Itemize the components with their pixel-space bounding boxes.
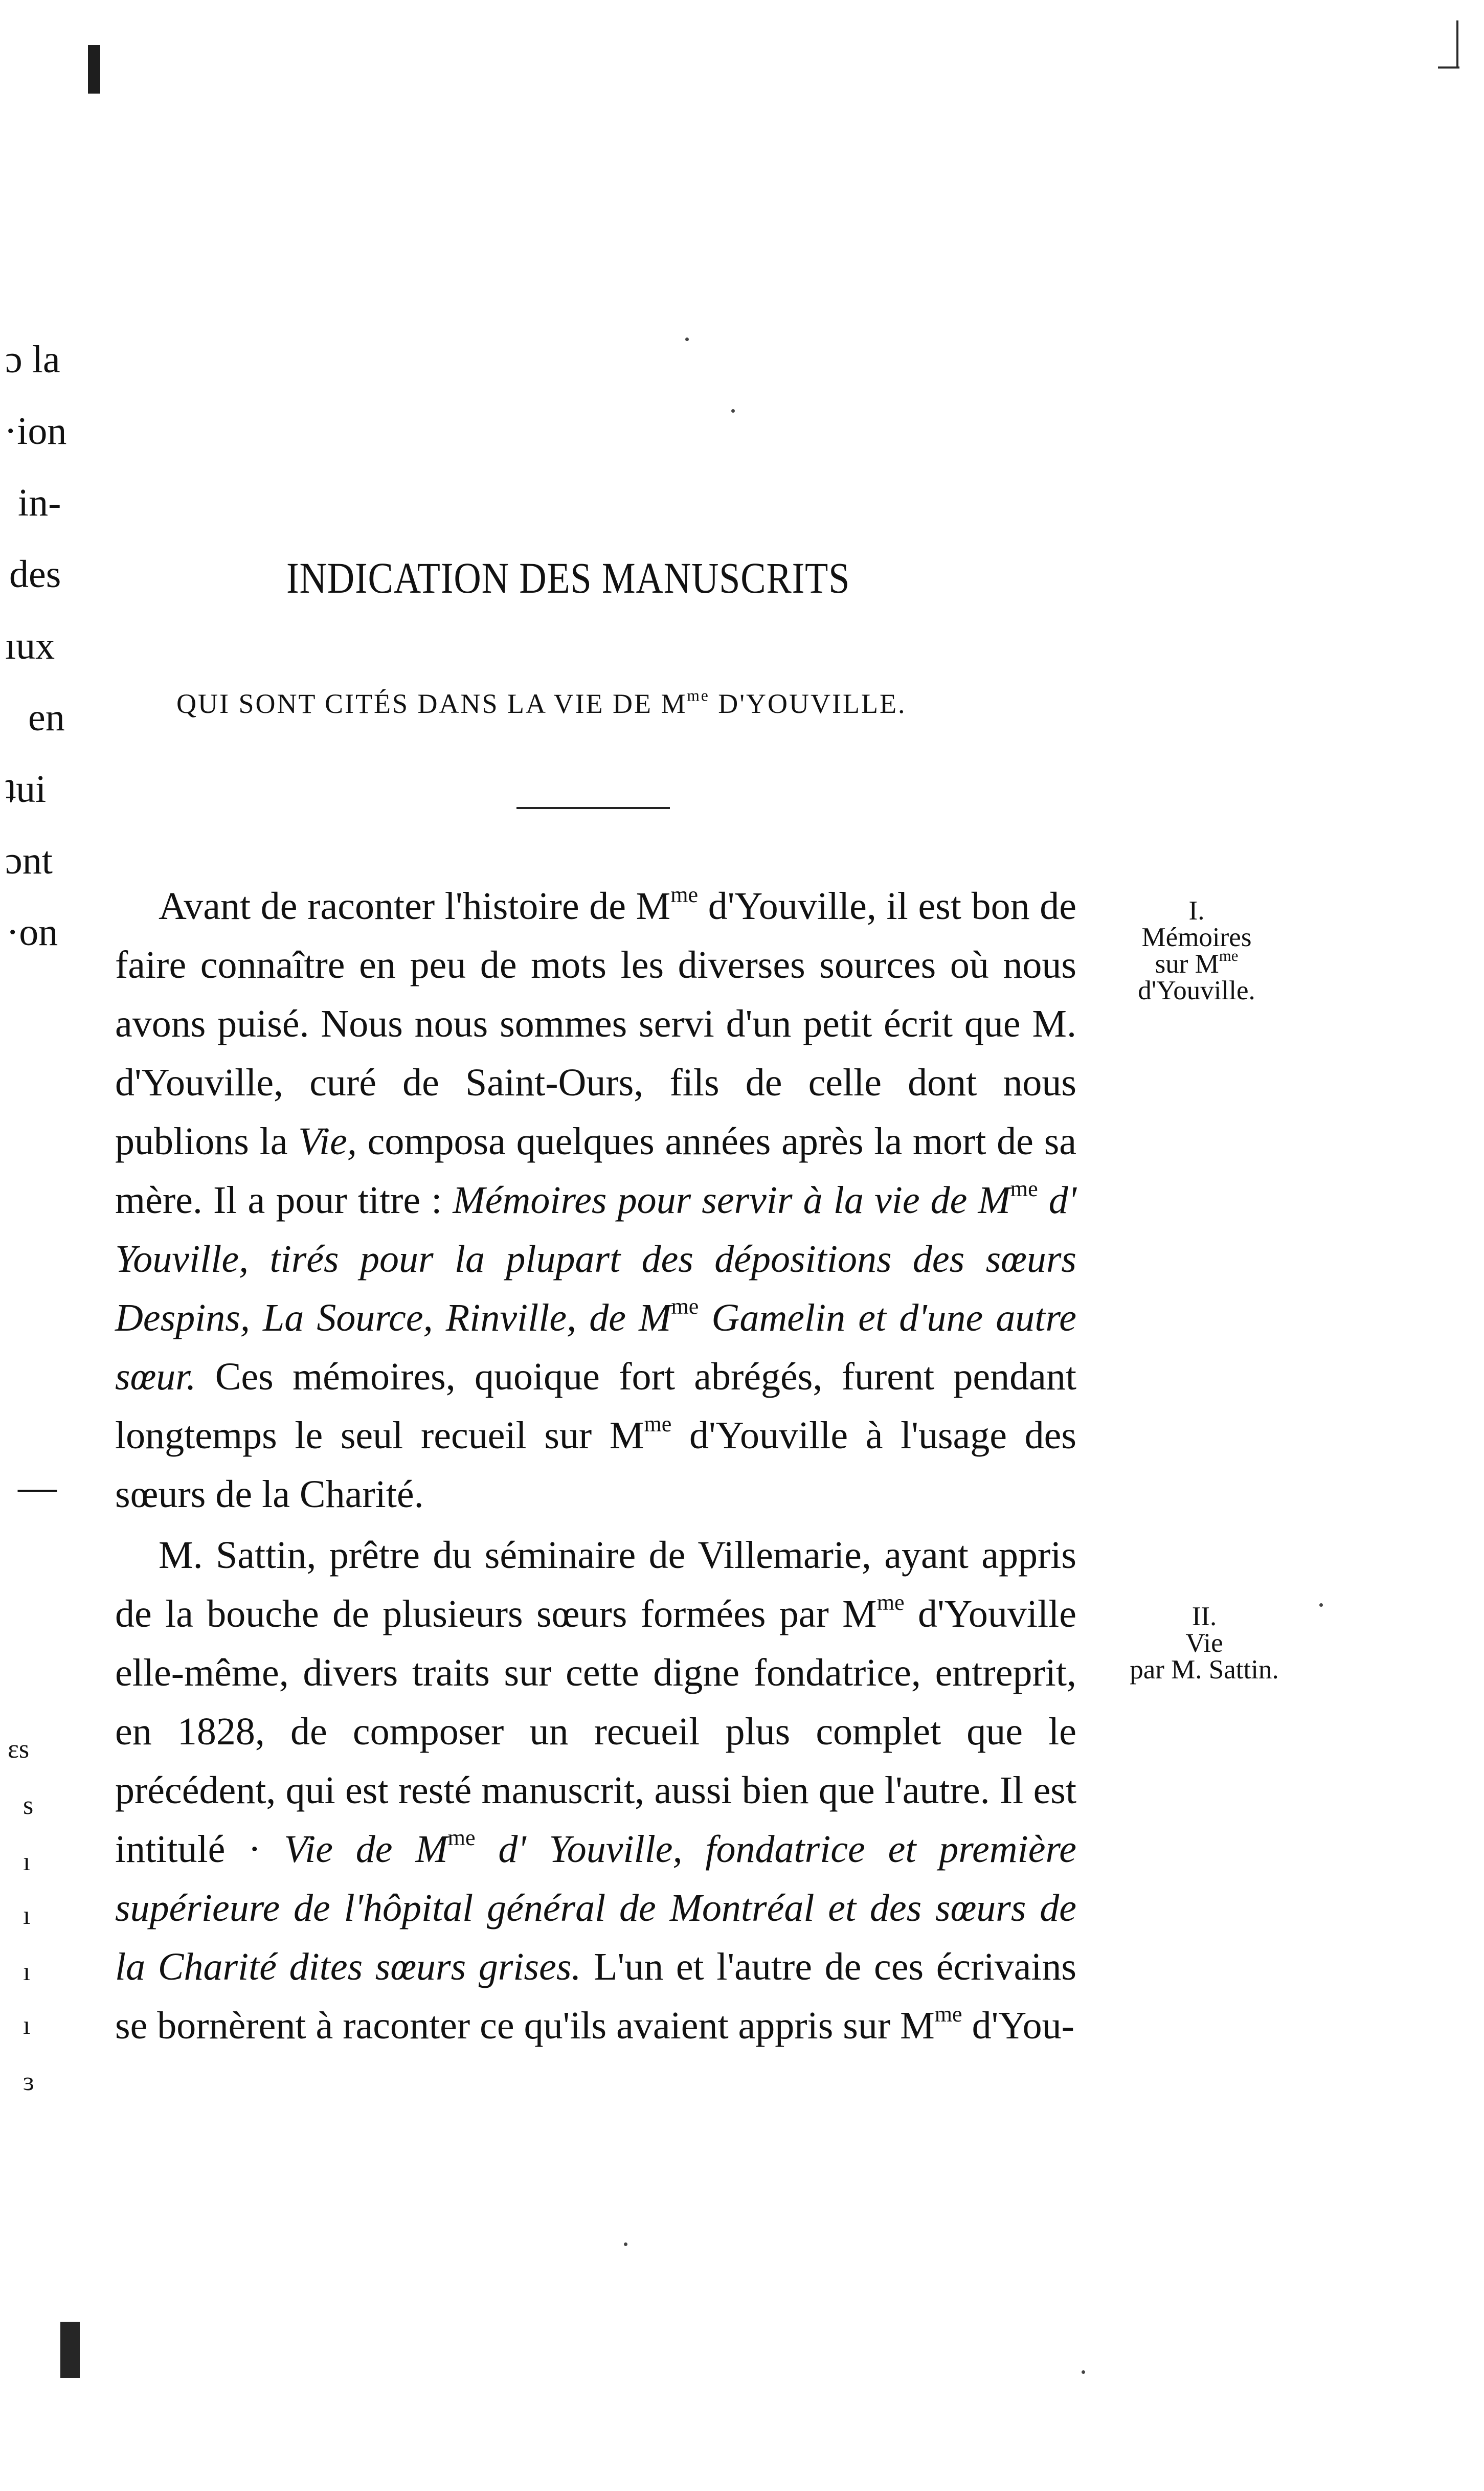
margin-fragment: ɜ (23, 2067, 34, 2096)
margin-fragment: ʇui (5, 768, 47, 811)
margin-fragment: ı (23, 1847, 31, 1876)
paragraph-1: Avant de raconter l'histoire de $M^{me}$ d'Youville, il est bon de faire connaître en peu de mots les diverses sources où nous avons puisé. Nous nous sommes servi d'un petit écrit que M. d'Youville, curé de Saint-Ours, fils de celle dont nous publions la Vie, composa quelques années après la mort de sa mère. Il a pour titre : Mémoires pour servir à la vie de $M^{me}$ d' Youville, tirés pour la plupart des dépositions des sœurs Despins, La Source, Rinville, de $M^{me}$ Gamelin et d'une autre sœur. Ces mémoires, quoique fort abrégés, furent pendant longtemps le seul recueil sur $M^{me}$ d'Youville à l'usage des sœurs de la Charité. (115, 882, 1077, 1516)
scan-speck (1319, 1603, 1323, 1607)
margin-fragment: ıux (5, 624, 55, 667)
facing-page-fragments (0, 0, 102, 2491)
margin-fragment: ı (23, 1957, 31, 1986)
margin-fragment: ı (23, 1901, 31, 1930)
margin-fragment: ɔ la (5, 338, 60, 381)
body-text (115, 877, 1076, 2055)
scan-speck (1082, 2370, 1085, 2374)
page-subtitle: QUI SONT CITÉS DANS LA VIE DE $M^{me}$ D'YOUVILLE. (176, 686, 907, 719)
margin-fragment: ·on (6, 911, 58, 954)
sidenote-line: Vie (1185, 1628, 1223, 1658)
margin-fragment: s (23, 1791, 34, 1820)
sidenote-vie-sattin (1099, 1603, 1309, 1683)
margin-fragment: ·ion (4, 410, 67, 453)
margin-fragment: ɛs (8, 1735, 30, 1764)
margin-fragment: en (28, 696, 65, 739)
sidenote-memoires (1105, 897, 1289, 1004)
paragraph-2: M. Sattin, prêtre du séminaire de Villemarie, ayant appris de la bouche de plusieurs sœurs formées par $M^{me}$ d'Youville elle-même, divers traits sur cette digne fondatrice, entreprit, en 1828, de composer un recueil plus complet que le précédent, qui est resté manuscrit, aussi bien que l'autre. Il est intitulé · Vie de $M^{me}$ d' Youville, fondatrice et première supérieure de l'hôpital général de Montréal et des sœurs de la Charité dites sœurs grises. L'un et l'autre de ces écrivains se bornèrent à raconter ce qu'ils avaient appris sur $M^{me}$ d'You- (115, 1534, 1077, 2047)
sidenote-line: Mémoires (1141, 923, 1252, 952)
sidenote-number: II. (1191, 1602, 1217, 1631)
margin-fragment: ı (23, 2011, 31, 2040)
scan-smudge (1456, 20, 1458, 68)
scan-smudge (88, 45, 100, 94)
sidenote-line: d'Youville. (1138, 976, 1255, 1005)
scan-speck (731, 409, 735, 413)
sidenote-line: sur $M^{me}$ (1155, 947, 1239, 979)
scan-speck (624, 2242, 627, 2246)
sidenote-line: par M. Sattin. (1130, 1655, 1279, 1685)
page-title: INDICATION DES MANUSCRITS (286, 553, 850, 602)
margin-fragment: ɔnt (5, 839, 53, 882)
margin-fragment: des (9, 553, 61, 596)
scan-speck (685, 338, 689, 341)
margin-fragment: — (18, 1466, 57, 1509)
margin-fragment: in- (18, 481, 61, 524)
title-rule (516, 807, 670, 809)
sidenote-number: I. (1188, 896, 1205, 926)
scan-smudge (60, 2322, 80, 2378)
